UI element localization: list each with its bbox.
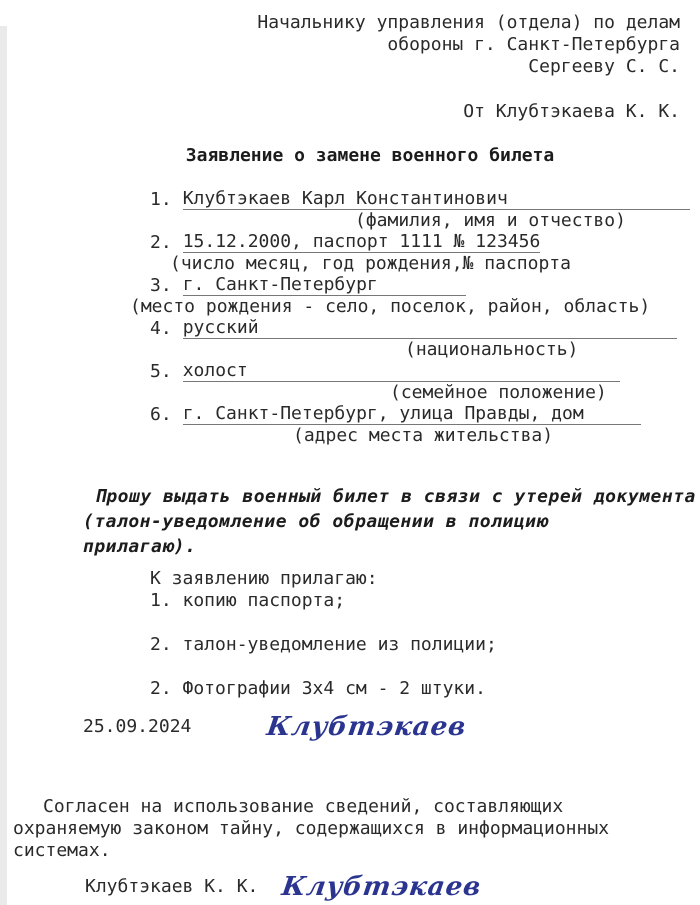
form-row-4-value: русский [182,317,259,338]
recipient-line-1: Начальнику управления (отдела) по делам [257,12,680,33]
request-line-1: Прошу выдать военный билет в связи с утерей документа [95,486,696,507]
scan-edge-artifact [0,26,7,905]
attachment-item-2: 2. талон-уведомление из полиции; [150,634,497,655]
form-row-3-caption: (место рождения - село, поселок, район, область) [130,296,651,317]
document-title: Заявление о замене военного билета [185,145,555,166]
form-row-2-value: 15.12.2000, паспорт 1111 № 123456 [182,231,541,252]
consent-paragraph: Согласен на использование сведений, составляющих охраняемую законом тайну, содержащихся в информационных системах. [13,796,610,861]
date-signature-row [0,711,700,743]
recipient-block [0,12,700,78]
recipient-line-2: обороны г. Санкт-Петербурга [387,34,680,55]
recipient-line-3: Сергееву С. С. [528,56,680,77]
attachment-item-1: 1. копию паспорта; [150,590,346,611]
form-row-1-caption: (фамилия, имя и отчество) [355,210,626,231]
form-row-2-caption: (число месяц, год рождения,№ паспорта [170,253,571,274]
request-line-3: прилагаю). [83,536,197,557]
form-row-2 [150,231,690,253]
form-row-6-value: г. Санкт-Петербург, улица Правды, дом [182,403,584,424]
form-row-6-blank-line [584,424,641,425]
handwritten-signature-final: Клубтэкаев [280,872,484,902]
final-signature-row [0,871,700,903]
handwritten-signature: Клубтэкаев [265,712,469,742]
form-row-6-caption: (адрес места жительства) [293,425,554,446]
form-row-4-number: 4. [150,318,172,339]
request-paragraph [83,484,700,559]
form-row-4-caption: (национальность) [405,339,579,360]
form-row-4 [150,317,690,339]
form-row-5-value: холост [182,360,248,381]
attachment-item-3: 2. Фотографии 3x4 см - 2 штуки. [150,678,486,699]
form-row-2-number: 2. [150,232,172,253]
attachments-heading: К заявлению прилагаю: [150,568,378,589]
form-row-6 [150,403,690,425]
from-line: От Клубтэкаева К. К. [463,101,680,122]
form-row-1-number: 1. [150,189,172,210]
attachments-section [150,568,700,700]
form-row-5-caption: (семейное положение) [390,382,607,403]
form-row-6-number: 6. [150,404,172,425]
form-row-3 [150,274,690,296]
form-row-1 [150,188,690,210]
applicant-name: Клубтэкаев К. К. [85,876,259,897]
form-row-5-number: 5. [150,361,172,382]
request-line-2: (талон-уведомление об обращении в полицию [83,511,548,532]
form-row-1-value: Клубтэкаев Карл Константинович [182,188,508,209]
form-row-3-value: г. Санкт-Петербург [182,274,378,295]
form-row-3-number: 3. [150,275,172,296]
form-row-5 [150,360,690,382]
form-fields [130,188,690,446]
document-date: 25.09.2024 [83,716,192,737]
